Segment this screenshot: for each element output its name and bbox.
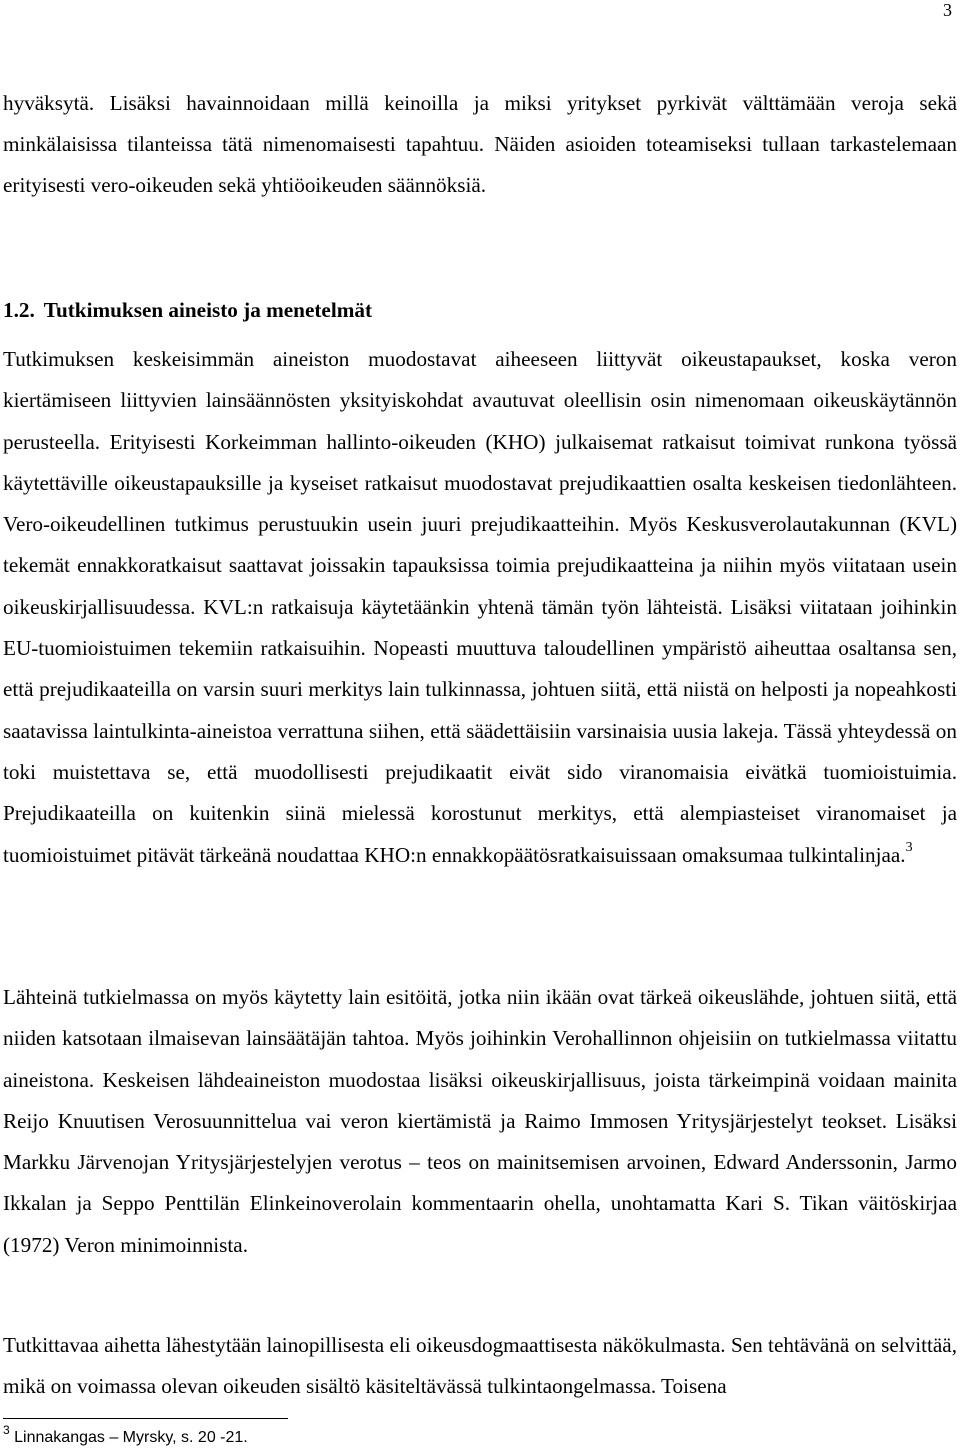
footnote — [3, 1422, 248, 1450]
footnote-reference[interactable]: 3 — [905, 839, 913, 855]
paragraph-sources: Lähteinä tutkielmassa on myös käytetty lain esitöitä, jotka niin ikään ovat tärkeä oikeuslähde, johtuen siitä, että niiden katsotaan ilmaisevan lainsäätäjän tahtoa. Myös joihinkin Verohallinnon ohjeisiin on tutkielmassa viitattu aineistona. Keskeisen lähdeaineiston muodostaa lisäksi oikeuskirjallisuus, joista tärkeimpinä voidaan mainita Reijo Knuutisen Verosuunnittelua vai veron kiertämistä ja Raimo Immosen Yritysjärjestelyt teokset. Lisäksi Markku Järvenojan Yritysjärjestelyjen verotus – teos on mainitsemisen arvoinen, Edward Anderssonin, Jarmo Ikkalan ja Seppo Penttilän Elinkeinoverolain kommentaarin ohella, unohtamatta Kari S. Tikan väitöskirjaa (1972) Veron minimoinnista. — [3, 985, 957, 1257]
section-number: 1.2. — [3, 298, 35, 322]
intro-paragraph: hyväksytä. Lisäksi havainnoidaan millä keinoilla ja miksi yritykset pyrkivät välttämään veroja sekä minkälaisissa tilanteissa tätä nimenomaisesti tapahtuu. Näiden asioiden toteamiseksi tullaan tarkastelemaan erityisesti vero-oikeuden sekä yhtiöoikeuden säännöksiä. — [3, 91, 957, 197]
footnote-text: Linnakangas – Myrsky, s. 20 -21. — [14, 1429, 248, 1446]
paragraph-method: Tutkittavaa aihetta lähestytään lainopillisesta eli oikeusdogmaattisesta näkökulmasta. Sen tehtävänä on selvittää, mikä on voimassa olevan oikeuden sisältö käsiteltävässä tulkintaongelmassa. Toisena — [3, 1333, 957, 1399]
footnote-separator — [3, 1418, 288, 1419]
section-title: Tutkimuksen aineisto ja menetelmät — [43, 298, 373, 322]
paragraph-research-material — [3, 339, 957, 876]
page-number: 3 — [943, 0, 952, 20]
section-heading — [3, 294, 372, 326]
footnote-number: 3 — [3, 1422, 10, 1437]
paragraph-text: Tutkimuksen keskeisimmän aineiston muodostavat aiheeseen liittyvät oikeustapaukset, koska veron kiertämiseen liittyvien lainsäännösten yksityiskohdat avautuvat oleellisin osin nimenomaan oikeuskäytännön perusteella. Erityisesti Korkeimman hallinto-oikeuden (KHO) julkaisemat ratkaisut toimivat runkona työssä käytettäville oikeustapauksille ja kyseiset ratkaisut muodostavat prejudikaattien osalta keskeisen tiedonlähteen. Vero-oikeudellinen tutkimus perustuukin usein juuri prejudikaatteihin. Myös Keskusverolautakunnan (KVL) tekemät ennakkoratkaisut saattavat joissakin tapauksissa toimia prejudikaatteina ja niihin myös viitataan usein oikeuskirjallisuudessa. KVL:n ratkaisuja käytetäänkin yhtenä tämän työn lähteistä. Lisäksi viitataan joihinkin EU-tuomioistuimen tekemiin ratkaisuihin. Nopeasti muuttuva taloudellinen ympäristö aiheuttaa osaltansa sen, että prejudikaateilla on varsin suuri merkitys lain tulkinnassa, johtuen siitä, että niistä on helposti ja nopeahkosti saatavissa laintulkinta-aineistoa verrattuna siihen, että säädettäisiin varsinaisia uusia lakeja. Tässä yhteydessä on toki muistettava se, että muodollisesti prejudikaatit eivät sido viranomaisia eivätkä tuomioistuimia. Prejudikaateilla on kuitenkin siinä mielessä korostunut merkitys, että alempiasteiset viranomaiset ja tuomioistuimet pitävät tärkeänä noudattaa KHO:n ennakkopäätösratkaisuissaan omaksumaa tulkintalinjaa. — [3, 347, 957, 867]
